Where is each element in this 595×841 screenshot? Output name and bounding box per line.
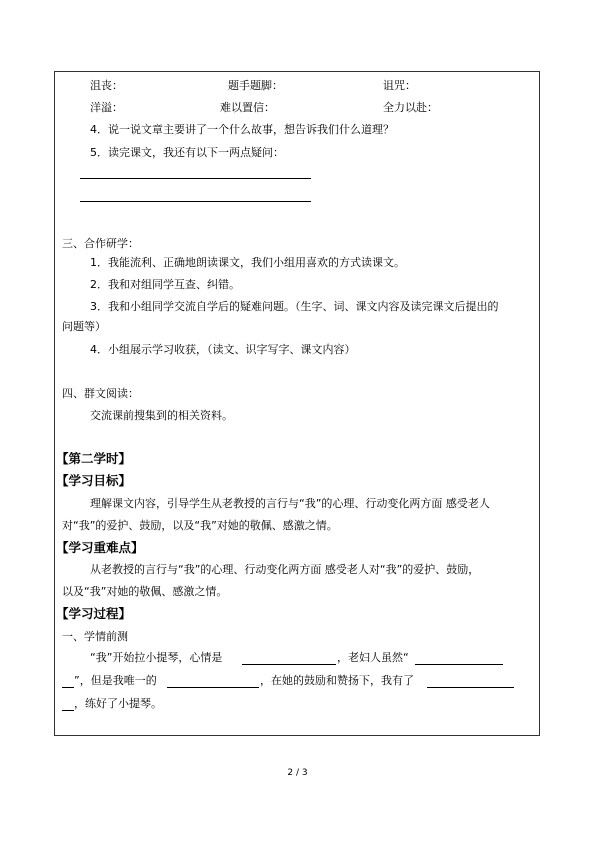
vocab-6: 全力以赴： <box>383 101 438 114</box>
goals-line-1: 理解课文内容，引导学生从老教授的言行与“我”的心理、行动变化两方面 感受老人 <box>90 497 490 510</box>
fill-text-1a: “我”开始拉小提琴，心情是 <box>90 651 223 664</box>
vocab-5: 难以置信： <box>220 101 275 114</box>
vocab-4: 洋溢： <box>90 101 123 114</box>
fill-blank-3[interactable] <box>167 687 259 688</box>
question-5: 5．读完课文，我还有以下一两点疑问： <box>90 146 284 159</box>
vocab-2: 题手题脚： <box>228 79 283 92</box>
page-number: 2 / 3 <box>287 768 308 778</box>
fill-blank-1[interactable] <box>242 664 336 665</box>
vocab-1: 沮丧： <box>90 79 123 92</box>
section-3-item-2: 2．我和对组同学互查、纠错。 <box>90 278 240 291</box>
goals-heading: 【学习目标】 <box>56 473 132 488</box>
section-3-item-3: 3．我和小组同学交流自学后的疑难问题。（生字、词、课文内容及读完课文后提出的 <box>90 300 499 313</box>
fill-blank-4-cont <box>62 710 74 711</box>
fill-blank-2-cont <box>62 687 74 688</box>
section-3-item-3-cont: 问题等） <box>62 320 106 333</box>
fill-text-2b: ，在她的鼓励和赞扬下，我有了 <box>260 674 414 687</box>
answer-line-2 <box>80 201 311 202</box>
fill-text-2a: ”，但是我唯一的 <box>74 674 157 687</box>
key-points-heading: 【学习重难点】 <box>56 540 144 555</box>
section-3-item-1: 1．我能流利、正确地朗读课文，我们小组用喜欢的方式读课文。 <box>90 256 405 269</box>
fill-blank-4[interactable] <box>427 687 514 688</box>
fill-text-1b: ，老妇人虽然“ <box>337 651 409 664</box>
question-4: 4．说一说文章主要讲了一个什么故事，想告诉我们什么道理？ <box>90 123 394 136</box>
key-points-line-2: 以及“我”对她的敬佩、感激之情。 <box>62 585 228 598</box>
section-4-body: 交流课前搜集到的相关资料。 <box>90 409 233 422</box>
lesson-2-heading: 【第二学时】 <box>56 451 132 466</box>
section-3-title: 三、合作研学： <box>62 237 139 250</box>
section-3-item-4: 4．小组展示学习收获，（读文、识字写字、课文内容） <box>90 343 356 356</box>
key-points-line-1: 从老教授的言行与“我”的心理、行动变化两方面 感受老人对“我”的爱护、鼓励， <box>90 563 480 576</box>
goals-line-2: 对“我”的爱护、鼓励，以及“我”对她的敬佩、感激之情。 <box>62 519 338 532</box>
process-heading: 【学习过程】 <box>56 606 132 621</box>
vocab-3: 诅咒： <box>383 79 416 92</box>
answer-line-1 <box>80 178 311 179</box>
fill-text-3: ，练好了小提琴。 <box>74 697 162 710</box>
pretest-title: 一、学情前测 <box>62 630 128 643</box>
section-4-title: 四、群文阅读： <box>62 387 139 400</box>
fill-blank-2[interactable] <box>415 664 503 665</box>
